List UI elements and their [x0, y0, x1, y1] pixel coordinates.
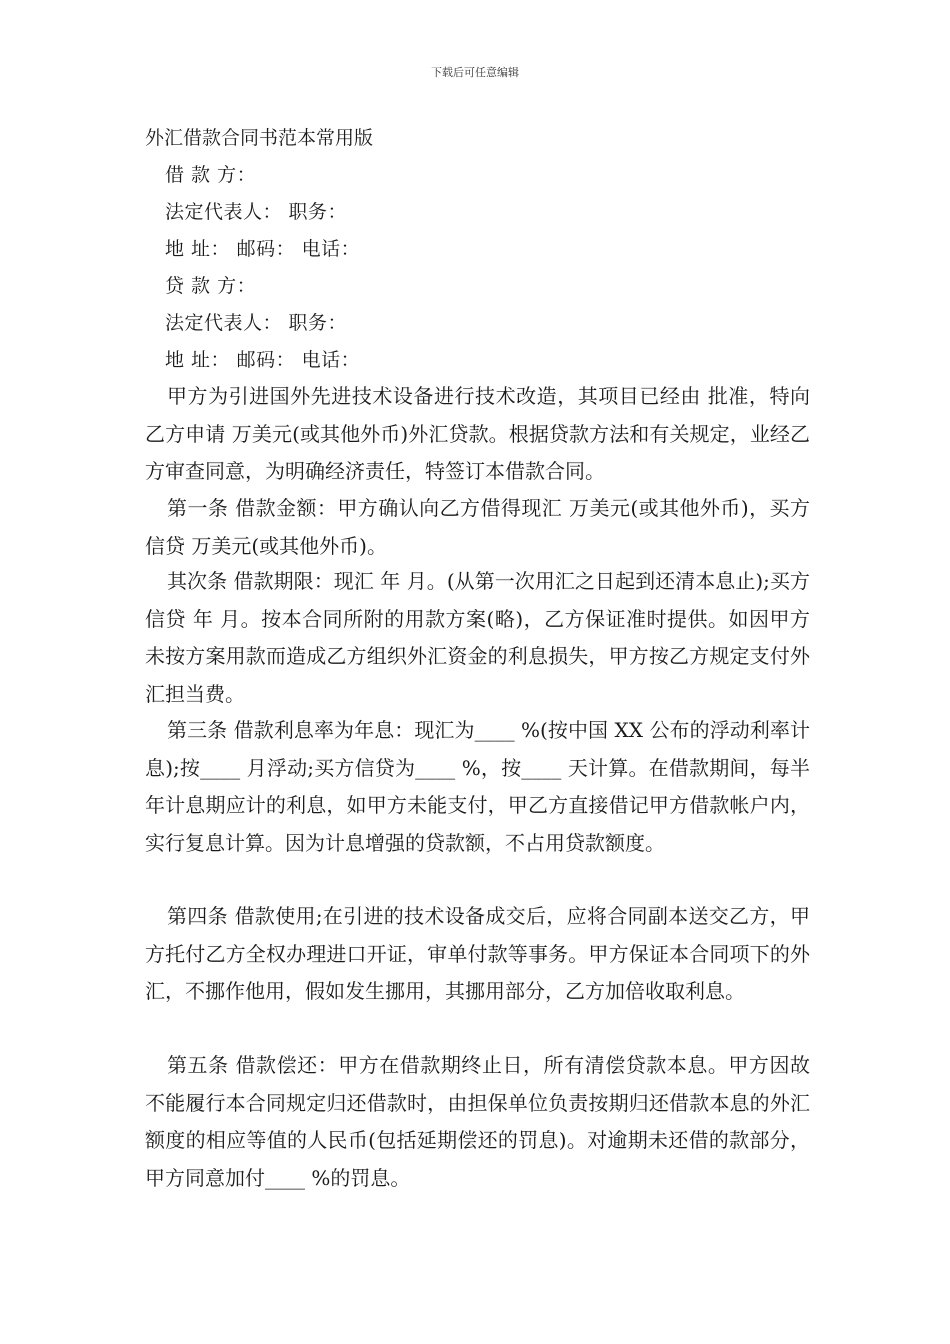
borrower-line: 借 款 方： [165, 164, 257, 186]
article-2-paragraph: 其次条 借款期限：现汇 年 月。(从第一次用汇之日起到还清本息止);买方信贷 年 月。按本合同所附的用款方案(略)，乙方保证准时提供。如因甲方未按方案用款而造成乙方组织外汇资金的利息损失，甲方按乙方规定支付外汇担当费。 [145, 569, 810, 706]
article-1-paragraph: 第一条 借款金额：甲方确认向乙方借得现汇 万美元(或其他外币)，买方信贷 万美元(或其他外币)。 [145, 496, 810, 558]
article-5-paragraph: 第五条 借款偿还：甲方在借款期终止日，所有清偿贷款本息。甲方因故不能履行本合同规定归还借款时，由担保单位负责按期归还借款本息的外汇额度的相应等值的人民币(包括延期偿还的罚息)。对逾期未还借的款部分，甲方同意加付____ %的罚息。 [145, 1053, 810, 1190]
article-3-paragraph: 第三条 借款利息率为年息：现汇为____ %(按中国 XX 公布的浮动利率计息);按____ 月浮动;买方信贷为____ %，按____ 天计算。在借款期间，每半年计息期应计的利息，如甲方未能支付，甲乙方直接借记甲方借款帐户内，实行复息计算。因为计息增强的贷款额，不占用贷款额度。 [145, 718, 810, 855]
preamble-paragraph: 甲方为引进国外先进技术设备进行技术改造，其项目已经由 批准，特向乙方申请 万美元(或其他外币)外汇贷款。根据贷款方法和有关规定，业经乙方审查同意，为明确经济责任，特签订本借款合同。 [145, 384, 810, 483]
borrower-representative-line: 法定代表人： 职务： [165, 201, 348, 223]
document-title: 外汇借款合同书范本常用版 [145, 127, 374, 149]
lender-line: 贷 款 方： [165, 275, 257, 297]
lender-representative-line: 法定代表人： 职务： [165, 312, 348, 334]
header-note: 下载后可任意编辑 [431, 66, 519, 79]
article-4-paragraph: 第四条 借款使用;在引进的技术设备成交后，应将合同副本送交乙方，甲方托付乙方全权办理进口开证，审单付款等事务。甲方保证本合同项下的外汇，不挪作他用，假如发生挪用，其挪用部分，乙方加倍收取利息。 [145, 904, 810, 1003]
borrower-address-line: 地 址： 邮码： 电话： [165, 238, 361, 260]
lender-address-line: 地 址： 邮码： 电话： [165, 349, 361, 371]
